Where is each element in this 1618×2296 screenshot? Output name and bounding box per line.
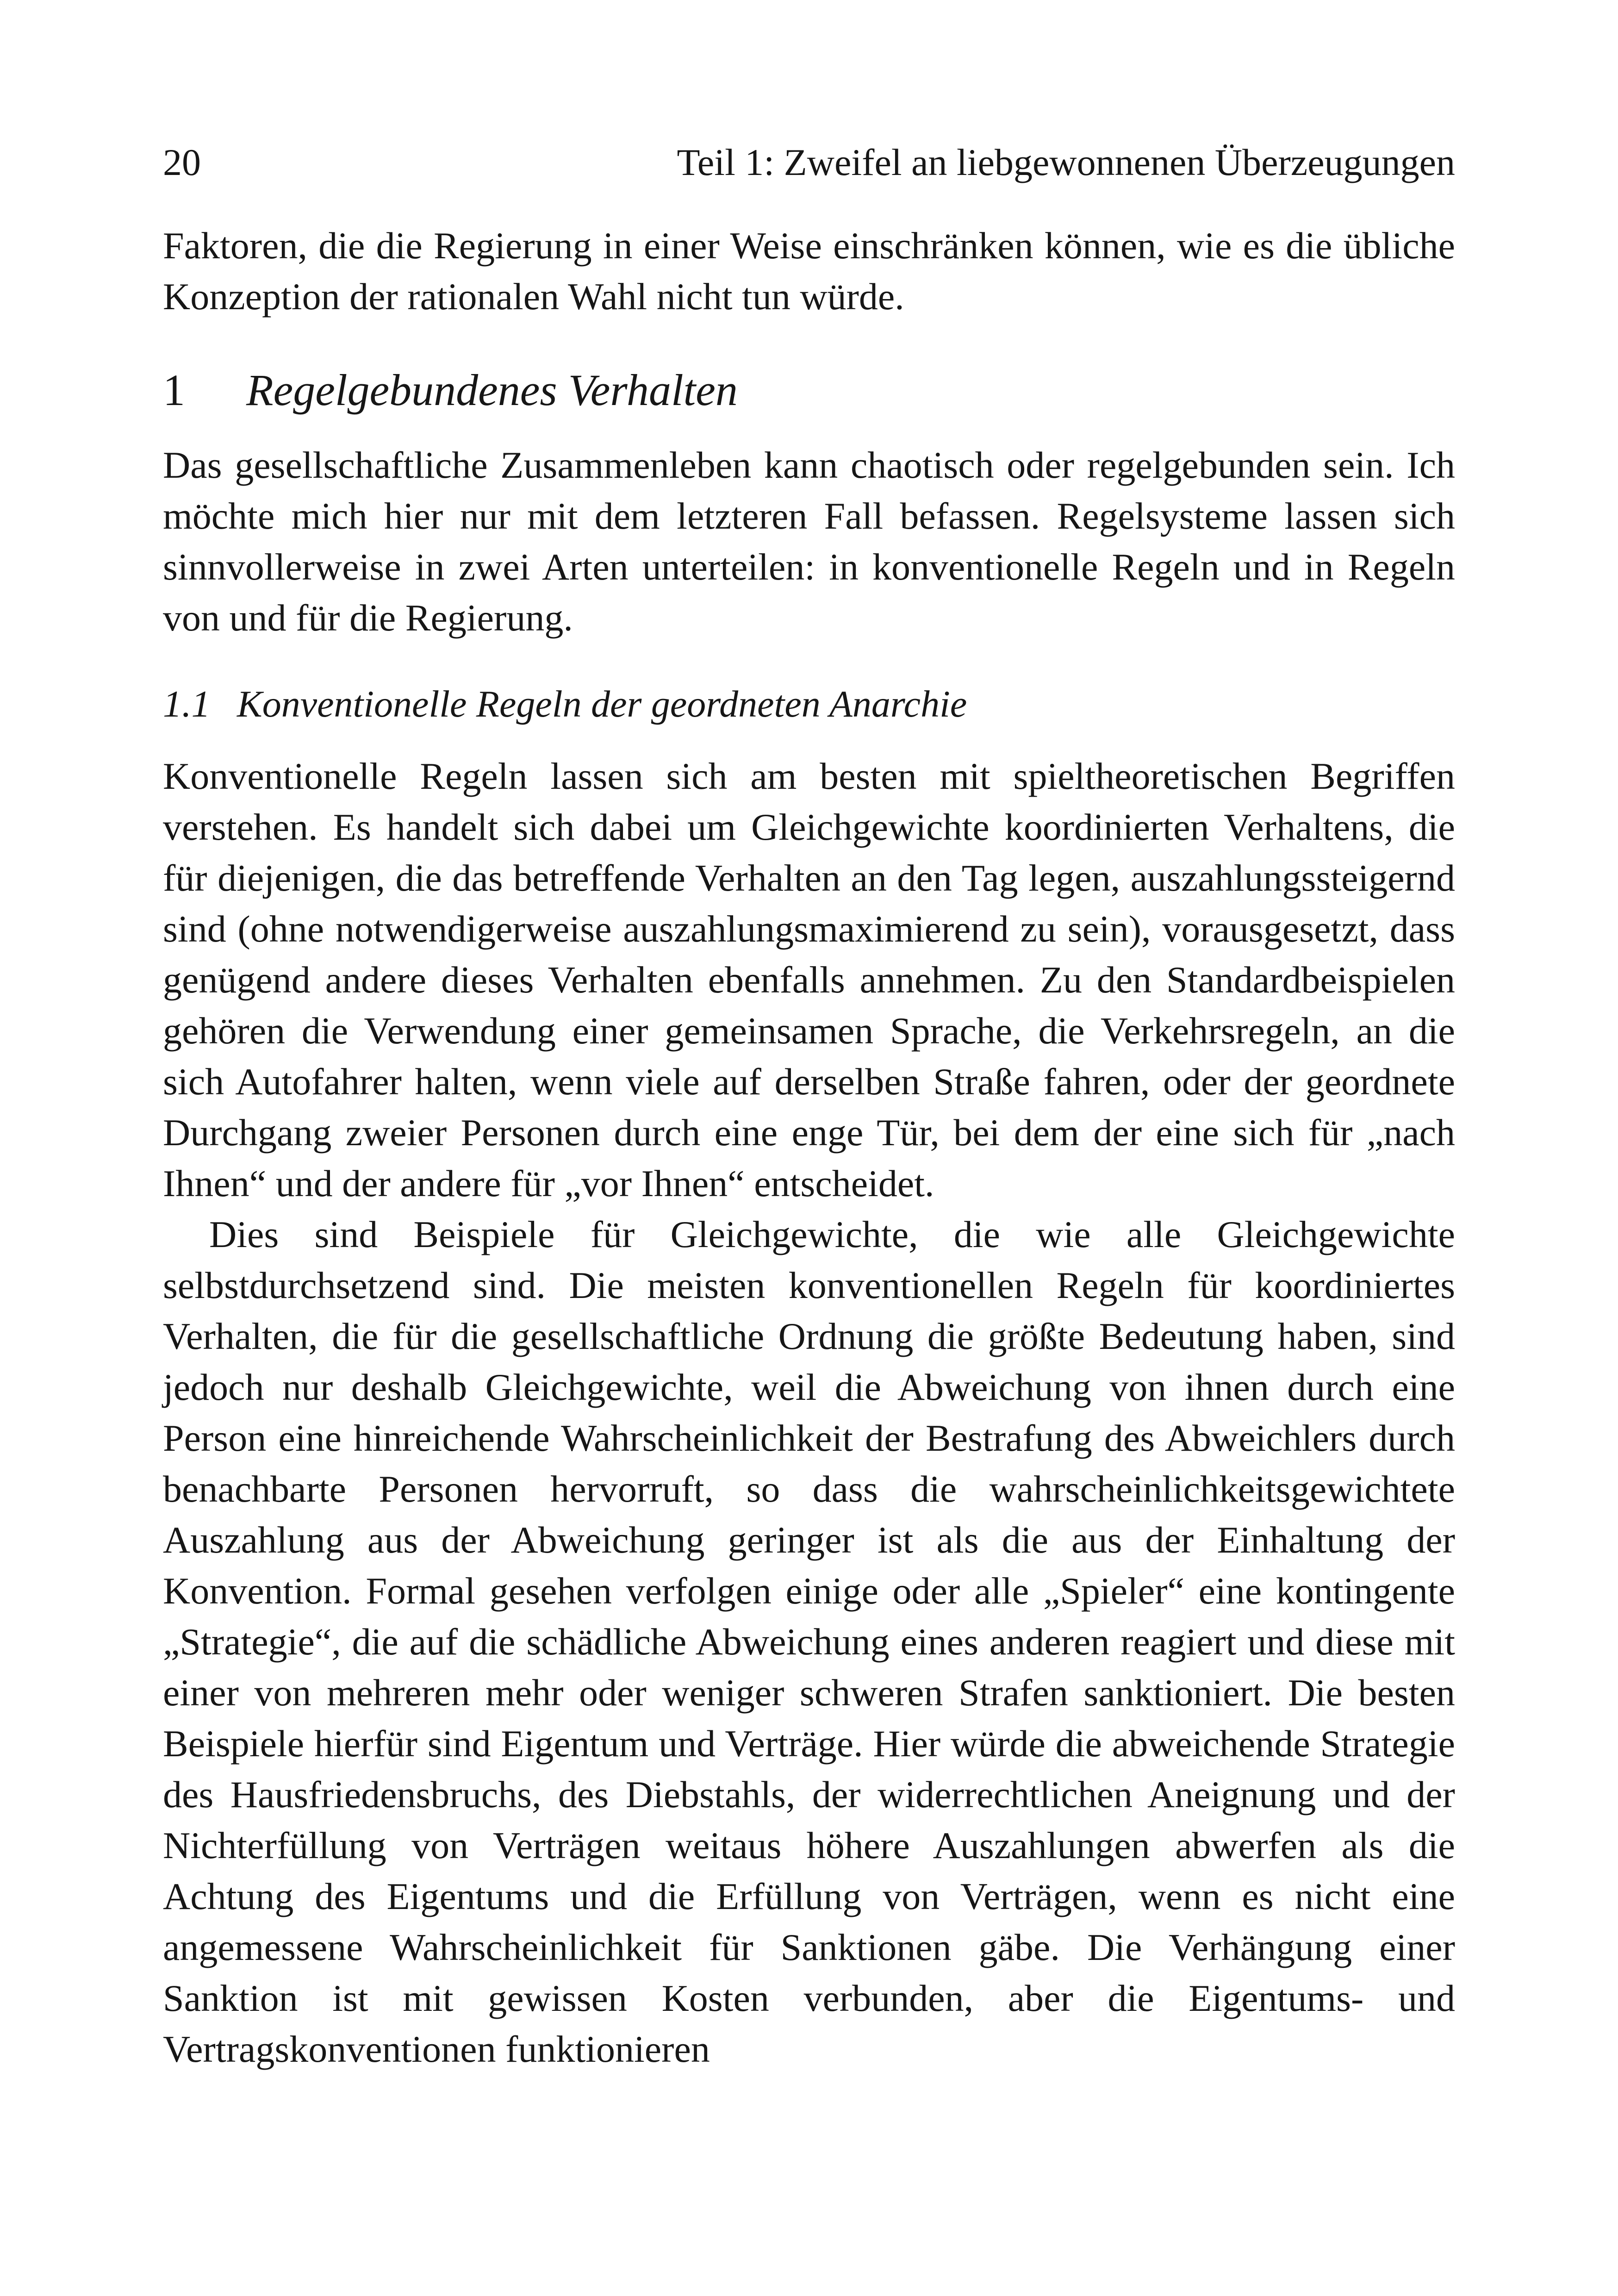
section-number: 1 (163, 365, 185, 415)
intro-paragraph: Faktoren, die die Regierung in einer Weise einschränken können, wie es die übliche Konzeption der rationalen Wahl nicht tun würde. (163, 225, 1455, 318)
page-number: 20 (163, 141, 201, 183)
running-title: Teil 1: Zweifel an liebgewonnenen Überzeugungen (677, 141, 1455, 183)
subsection-text (163, 751, 1455, 2075)
running-header (163, 137, 1455, 193)
subsection-paragraph-2: Dies sind Beispiele für Gleichgewichte, die wie alle Gleichgewichte selbstdurchsetzend sind. Die meisten konventionellen Regeln für koordiniertes Verhalten, die für die gesellschaftliche Ordnung die größte Bedeutung haben, sind jedoch nur deshalb Gleichgewichte, weil die Abweichung von ihnen durch eine Person eine hinreichende Wahrscheinlichkeit der Bestrafung des Abweichlers durch benachbarte Personen hervorruft, so dass die wahrscheinlichkeitsgewichtete Auszahlung aus der Abweichung geringer ist als die aus der Einhaltung der Konvention. Formal gesehen verfolgen einige oder alle „Spieler“ eine kontingente „Strategie“, die auf die schädliche Abweichung eines anderen reagiert und diese mit einer von mehreren mehr oder weniger schweren Strafen sanktioniert. Die besten Beispiele hierfür sind Eigentum und Verträge. Hier würde die abweichende Strategie des Hausfriedensbruchs, des Diebstahls, der widerrechtlichen Aneignung und der Nichterfüllung von Verträgen weitaus höhere Auszahlungen abwerfen als die Achtung des Eigentums und die Erfüllung von Verträgen, wenn es nicht eine angemessene Wahrscheinlichkeit für Sanktionen gäbe. Die Verhängung einer Sanktion ist mit gewissen Kosten verbunden, aber die Eigentums- und Vertragskonventionen funktionieren (163, 1213, 1455, 2070)
subsection-title: Konventionelle Regeln der geordneten Anarchie (237, 683, 967, 725)
section-heading (163, 360, 738, 420)
subsection-paragraph-1: Konventionelle Regeln lassen sich am besten mit spieltheoretischen Begriffen verstehen. Es handelt sich dabei um Gleichgewichte koordinierten Verhaltens, die für diejenigen, die das betreffende Verhalten an den Tag legen, auszahlungssteigernd sind (ohne notwendigerweise auszahlungsmaximierend zu sein), vorausgesetzt, dass genügend andere dieses Verhalten ebenfalls annehmen. Zu den Standardbeispielen gehören die Verwendung einer gemeinsamen Sprache, die Verkehrsregeln, an die sich Autofahrer halten, wenn viele auf derselben Straße fahren, oder der geordnete Durchgang zweier Personen durch eine enge Tür, bei dem der eine sich für „nach Ihnen“ und der andere für „vor Ihnen“ entscheidet. (163, 755, 1455, 1204)
subsection-number: 1.1 (163, 683, 211, 725)
subsection-heading (163, 679, 967, 730)
section-paragraph: Das gesellschaftliche Zusammenleben kann chaotisch oder regelgebunden sein. Ich möchte mich hier nur mit dem letzteren Fall befassen. Regelsysteme lassen sich sinnvollerweise in zwei Arten unterteilen: in konventionelle Regeln und in Regeln von und für die Regierung. (163, 444, 1455, 639)
intro-text (163, 220, 1455, 322)
section-title: Regelgebundenes Verhalten (246, 365, 738, 415)
section-text (163, 440, 1455, 643)
